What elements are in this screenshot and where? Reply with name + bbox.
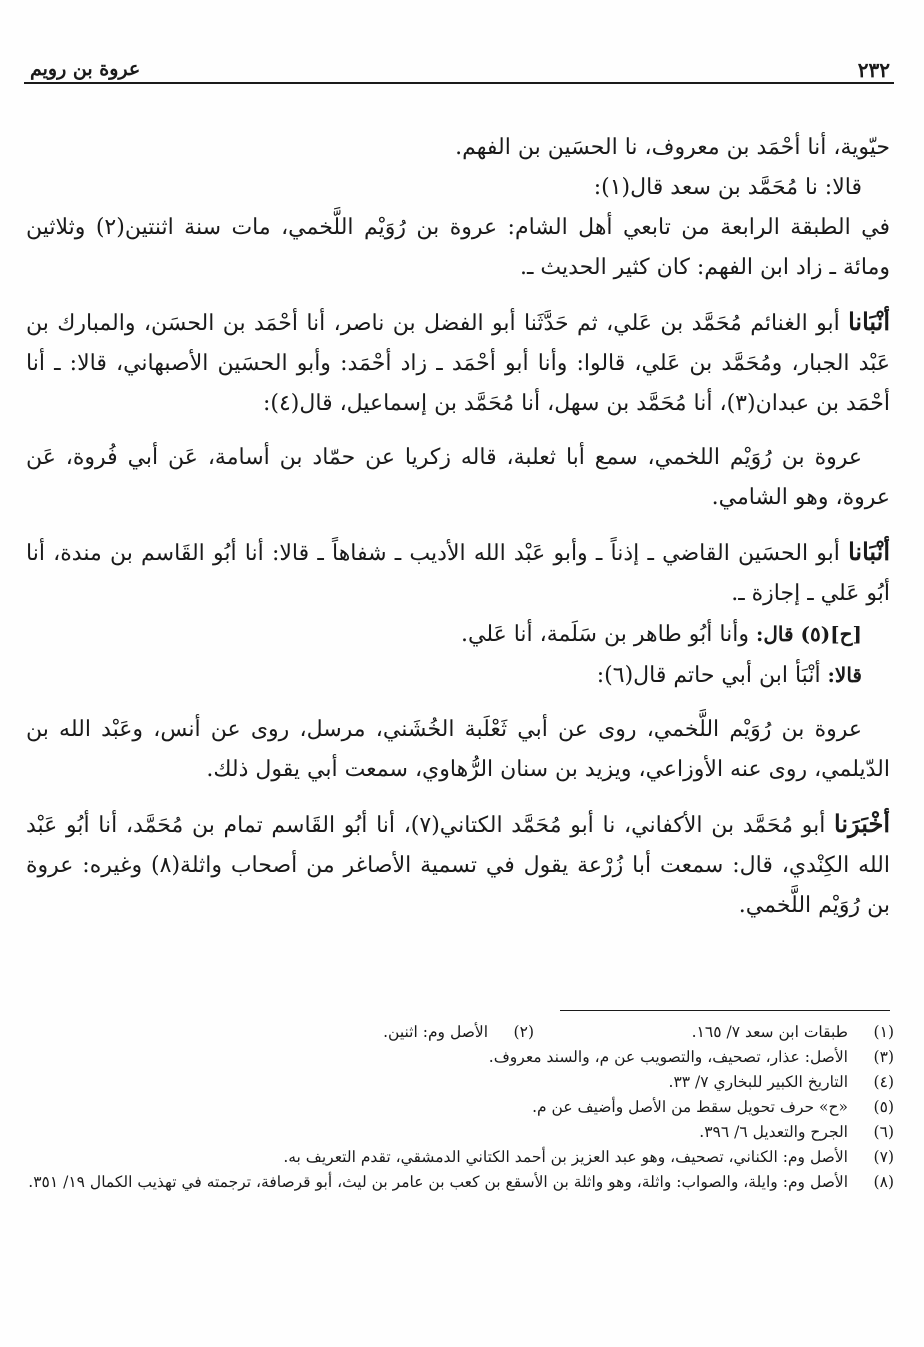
paragraph-10 bbox=[26, 804, 890, 926]
footnote-1 bbox=[534, 1020, 894, 1045]
footnote-6 bbox=[26, 1120, 894, 1145]
footnote-number: (٨) bbox=[873, 1173, 894, 1191]
paragraph-6-text: أبو الحسَين القاضي ـ إذناً ـ وأبو عَبْد الله الأديب ـ شفاهاً ـ قالا: أنا أبُو القَاسم بن مندة، أنا أبُو عَلي ـ إجازة ـ. bbox=[26, 541, 890, 606]
footnote-text: الأصل وم: وايلة، والصواب: واثلة، وهو واثلة بن الأسقع بن كعب بن عامر بن ليث، أبو قرصافة، ترجمته في تهذيب الكمال ١٩/ ٣٥١. bbox=[28, 1173, 848, 1191]
footnote-8 bbox=[26, 1170, 894, 1195]
paragraph-9: عروة بن رُوَيْم اللَّخمي، روى عن أبي ثَعْلَبة الخُشَني، مرسل، روى عن أنس، وعَبْد الله بن الدّيلمي، روى عنه الأوزاعي، ويزيد بن سنان الرُّهاوي، سمعت أبي يقول ذلك. bbox=[26, 717, 890, 782]
paragraph-8-text: أنْبَأ ابن أبي حاتم قال(٦): bbox=[596, 663, 828, 688]
footnote-text: الجرح والتعديل ٦/ ٣٩٦. bbox=[699, 1123, 848, 1141]
footnote-number: (٢) bbox=[513, 1023, 534, 1041]
paragraph-7 bbox=[26, 614, 890, 655]
footnote-number: (١) bbox=[873, 1023, 894, 1041]
paragraph-8 bbox=[26, 655, 890, 696]
paragraph-10-text: أبو مُحَمَّد بن الأكفاني، نا أبو مُحَمَّد الكتاني(٧)، أنا أبُو القَاسم تمام بن مُحَمَّد، أنا أبُو عَبْد الله الكِنْدي، قال: سمعت أبا زُرْعة يقول في تسمية الأصاغر من أصحاب واثلة(٨) وغيره: عروة بن رُوَيْم اللَّخمي. bbox=[26, 813, 890, 918]
page-header bbox=[24, 56, 894, 84]
paragraph-8-keyword: قالا: bbox=[827, 663, 862, 687]
footnote-separator bbox=[560, 1010, 890, 1011]
page-number: ٢٣٢ bbox=[857, 58, 890, 82]
footnote-text: الأصل وم: الكناني، تصحيف، وهو عبد العزيز بن أحمد الكتاني الدمشقي، تقدم التعريف به. bbox=[283, 1148, 848, 1166]
paragraph-3: في الطبقة الرابعة من تابعي أهل الشام: عروة بن رُوَيْم اللَّخمي، مات سنة اثنتين(٢) وثلاثين ومائة ـ زاد ابن الفهم: كان كثير الحديث ـ. bbox=[26, 215, 890, 280]
paragraph-6-keyword: أنْبَانا bbox=[848, 537, 890, 566]
footnote-number: (٥) bbox=[873, 1098, 894, 1116]
footnote-5 bbox=[26, 1095, 894, 1120]
footnote-number: (٣) bbox=[873, 1048, 894, 1066]
footnote-text: التاريخ الكبير للبخاري ٧/ ٣٣. bbox=[668, 1073, 848, 1091]
footnote-number: (٦) bbox=[873, 1123, 894, 1141]
footnote-text: طبقات ابن سعد ٧/ ١٦٥. bbox=[691, 1023, 848, 1041]
paragraph-10-keyword: أخْبَرَنا bbox=[834, 809, 890, 838]
running-title: عروة بن رويم bbox=[30, 58, 141, 80]
footnote-3 bbox=[26, 1045, 894, 1070]
footnote-number: (٧) bbox=[873, 1148, 894, 1166]
paragraph-5: عروة بن رُوَيْم اللخمي، سمع أبا ثعلبة، قاله زكريا عن حمّاد بن أسامة، عَن أبي فُروة، عَن عروة، وهو الشامي. bbox=[26, 445, 890, 510]
paragraph-6 bbox=[26, 532, 890, 614]
footnote-text: الأصل: عذار، تصحيف، والتصويب عن م، والسند معروف. bbox=[488, 1048, 848, 1066]
footnote-text: الأصل وم: اثنين. bbox=[383, 1023, 488, 1041]
footnotes bbox=[26, 1020, 894, 1195]
footnote-text: «ح» حرف تحويل سقط من الأصل وأضيف عن م. bbox=[532, 1098, 848, 1116]
paragraph-7-keyword: [ح](٥) قال: bbox=[755, 622, 862, 646]
footnote-2 bbox=[174, 1020, 534, 1045]
paragraph-4-text: أبو الغنائم مُحَمَّد بن عَلي، ثم حَدَّثَنا أبو الفضل بن ناصر، أنا أحْمَد بن الحسَن، والمبارك بن عَبْد الجبار، ومُحَمَّد بن عَلي، قالوا: وأنا أبو أحْمَد ـ زاد أحْمَد: وأبو الحسَين الأصبهاني، قالا: ـ أنا أحْمَد بن عبدان(٣)، أنا مُحَمَّد بن سهل، أنا مُحَمَّد بن إسماعيل، قال(٤): bbox=[26, 311, 890, 416]
paragraph-4 bbox=[26, 302, 890, 424]
paragraph-1: حيّوية، أنا أحْمَد بن معروف، نا الحسَين بن الفهم. bbox=[455, 135, 890, 160]
footnote-number: (٤) bbox=[873, 1073, 894, 1091]
footnote-4 bbox=[26, 1070, 894, 1095]
footnote-7 bbox=[26, 1145, 894, 1170]
paragraph-7-text: وأنا أبُو طاهر بن سَلَمة، أنا عَلي. bbox=[460, 622, 756, 647]
footnote-row-1 bbox=[26, 1020, 894, 1045]
main-text bbox=[26, 128, 890, 926]
paragraph-2: قالا: نا مُحَمَّد بن سعد قال(١): bbox=[593, 175, 862, 200]
paragraph-4-keyword: أنْبَانا bbox=[848, 307, 890, 336]
